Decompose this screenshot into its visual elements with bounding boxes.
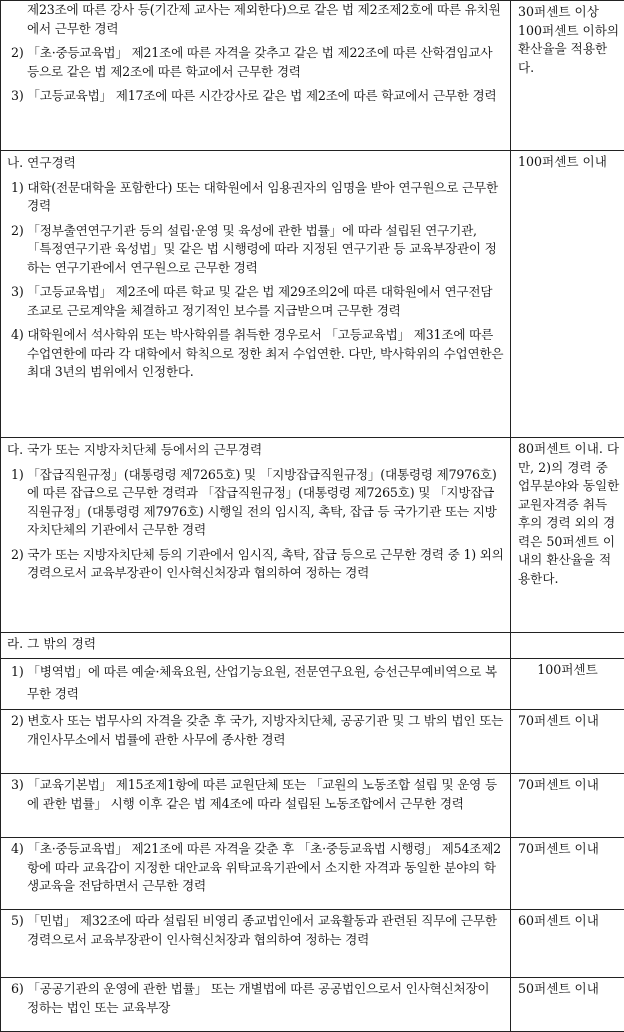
section-heading: 라. 그 밖의 경력: [7, 635, 504, 654]
rate-cell: 80퍼센트 이내. 다만, 2)의 경력 중 업무분야와 동일한 교원자격증 취득 후의 경력 외의 경력은 50퍼센트 이내의 환산율을 적용한다.: [511, 438, 624, 633]
table-row: [1, 151, 624, 438]
table-row: [1, 710, 624, 774]
table-row: [1, 633, 624, 659]
category-cell: [1, 151, 511, 438]
list-item: 4) 「초·중등교육법」 제21조에 따른 자격을 갖춘 후 「초·중등교육법 시행령」 제54조제2항에 따라 교육감이 지정한 대안교육 위탁교육기관에서 소지한 자격과 동일한 분야의 학생교육을 전담하면서 근무한 경력: [7, 840, 504, 896]
list-item: 6) 「공공기관의 운영에 관한 법률」 또는 개별법에 따른 공공법인으로서 인사혁신처장이 정하는 법인 또는 교육부장: [7, 980, 504, 1017]
category-cell: [1, 774, 511, 838]
table-row: [1, 774, 624, 838]
list-item: 1) 「잡급직원규정」(대통령령 제7265호) 및 「지방잡급직원규정」(대통령령 제7976호)에 따른 잡급으로 근무한 경력과 「잡급직원규정」(대통령령 제7265호) 및 「지방잡급직원규정」(대통령령 제7976호) 시행일 전의 임시직, 촉탁, 잡급 등 국가기관 또는 지방자치단체의 기관에서 근무한 경력: [7, 466, 504, 540]
list-item: 2) 「초·중등교육법」 제21조에 따른 자격을 갖추고 같은 법 제22조에 따른 산학겸임교사 등으로 같은 법 제2조에 따른 학교에서 근무한 경력: [7, 44, 504, 81]
category-cell: [1, 438, 511, 633]
category-cell: [1, 659, 511, 710]
rate-cell: 100퍼센트: [511, 659, 624, 710]
list-item: 2) 변호사 또는 법무사의 자격을 갖춘 후 국가, 지방자치단체, 공공기관 및 그 밖의 법인 또는 개인사무소에서 법률에 관한 사무에 종사한 경력: [7, 712, 504, 749]
rate-cell: 100퍼센트 이내: [511, 151, 624, 438]
rate-cell: 60퍼센트 이내: [511, 910, 624, 978]
list-item: 3) 「고등교육법」 제17조에 따른 시간강사로 같은 법 제2조에 따른 학교에서 근무한 경력: [7, 87, 504, 106]
rate-cell: 70퍼센트 이내: [511, 710, 624, 774]
list-item: 1) 「병역법」에 따른 예술·체육요원, 산업기능요원, 전문연구요원, 승선근무예비역으로 복무한 경력: [7, 661, 504, 705]
item-continuation: 제23조에 따른 강사 등(기간제 교사는 제외한다)으로 같은 법 제2조제2호에 따른 유치원에서 근무한 경력: [7, 1, 504, 38]
list-item: 2) 국가 또는 지방자치단체 등의 기관에서 임시직, 촉탁, 잡급 등으로 근무한 경력 중 1) 외의 경력으로서 교육부장관이 인사혁신처장과 협의하여 정하는 경력: [7, 546, 504, 583]
table-row: [1, 438, 624, 633]
rate-cell: 30퍼센트 이상 100퍼센트 이하의 환산율을 적용한다.: [511, 1, 624, 151]
list-item: 3) 「고등교육법」 제2조에 따른 학교 및 같은 법 제29조의2에 따른 대학원에서 연구전담 조교로 근로계약을 체결하고 정기적인 보수를 지급받으며 근무한 경력: [7, 283, 504, 320]
category-cell: [1, 633, 511, 659]
category-cell: [1, 838, 511, 910]
rate-cell: 70퍼센트 이내: [511, 838, 624, 910]
list-item: 2) 「정부출연연구기관 등의 설립·운영 및 육성에 관한 법률」에 따라 설립된 연구기관, 「특정연구기관 육성법」및 같은 법 시행령에 따라 지정된 연구기관 등 교육부장관이 정하는 연구기관에서 연구원으로 근무한 경력: [7, 222, 504, 278]
section-heading: 다. 국가 또는 지방자치단체 등에서의 근무경력: [7, 441, 504, 460]
category-cell: [1, 978, 511, 1032]
list-item: 5) 「민법」 제32조에 따라 설립된 비영리 종교법인에서 교육활동과 관련된 직무에 근무한 경력으로서 교육부장관이 인사혁신처장과 협의하여 정하는 경력: [7, 912, 504, 949]
list-item: 3) 「교육기본법」 제15조제1항에 따른 교원단체 또는 「교원의 노동조합 설립 및 운영 등에 관한 법률」 시행 이후 같은 법 제4조에 따라 설립된 노동조합에서 근무한 경력: [7, 776, 504, 813]
list-item: 1) 대학(전문대학을 포함한다) 또는 대학원에서 임용권자의 임명을 받아 연구원으로 근무한 경력: [7, 179, 504, 216]
rate-cell: 50퍼센트 이내: [511, 978, 624, 1032]
category-cell: [1, 910, 511, 978]
section-heading: 나. 연구경력: [7, 154, 504, 173]
category-cell: [1, 1, 511, 151]
rate-cell: 70퍼센트 이내: [511, 774, 624, 838]
table-row: [1, 910, 624, 978]
table-row: [1, 978, 624, 1032]
table-row: [1, 838, 624, 910]
table-row: [1, 1, 624, 151]
category-cell: [1, 710, 511, 774]
rate-cell: [511, 633, 624, 659]
list-item: 4) 대학원에서 석사학위 또는 박사학위를 취득한 경우로서 「고등교육법」 제31조에 따른 수업연한에 따라 각 대학에서 학칙으로 정한 최저 수업연한. 다만, 박사학위의 수업연한은 최대 3년의 범위에서 인정한다.: [7, 326, 504, 382]
table-row: [1, 659, 624, 710]
